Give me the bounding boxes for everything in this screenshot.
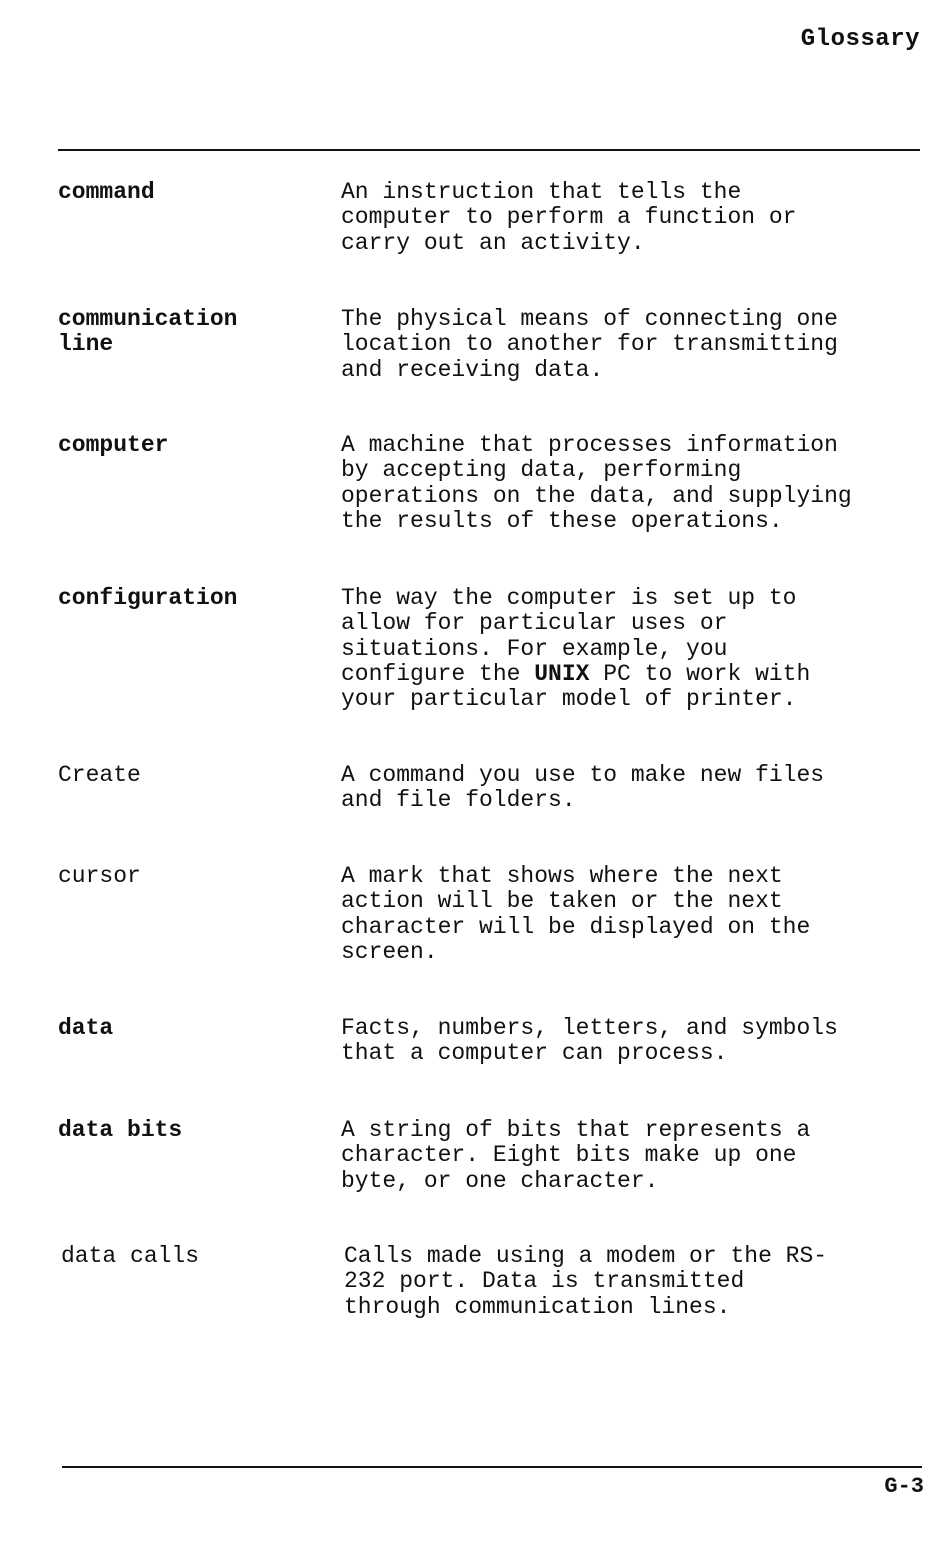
glossary-definition: A machine that processes information by accepting data, performing operations on the data, and supplying the results of these operations.	[341, 432, 852, 534]
glossary-term: Create	[58, 762, 141, 788]
definition-text: PC to work with your particular model of printer.	[341, 660, 811, 713]
glossary-definition: A command you use to make new files and file folders.	[341, 762, 825, 814]
definition-text: The way the computer is set up to allow for particular uses or situations. For example, you configure the	[341, 585, 797, 687]
glossary-term: data	[58, 1015, 114, 1041]
glossary-term: command	[58, 179, 155, 205]
glossary-definition: A string of bits that represents a character. Eight bits make up one byte, or one character.	[341, 1117, 811, 1194]
top-divider	[58, 149, 920, 151]
glossary-definition: An instruction that tells the computer to perform a function or carry out an activity.	[341, 179, 797, 256]
glossary-term: communication line	[58, 306, 238, 358]
page-number: G-3	[884, 1474, 924, 1499]
page-header-title: Glossary	[800, 26, 920, 53]
glossary-term: data bits	[58, 1117, 183, 1143]
definition-emphasis-unix: UNIX	[534, 660, 590, 687]
glossary-definition: The physical means of connecting one location to another for transmitting and receiving data.	[341, 306, 838, 383]
glossary-definition: Facts, numbers, letters, and symbols that a computer can process.	[341, 1015, 838, 1067]
glossary-definition	[341, 586, 941, 712]
glossary-term: data calls	[61, 1243, 200, 1269]
glossary-term: configuration	[58, 585, 238, 611]
glossary-term: computer	[58, 432, 169, 458]
glossary-definition: Calls made using a modem or the RS- 232 port. Data is transmitted through communication lines.	[344, 1243, 828, 1320]
bottom-divider	[62, 1466, 922, 1468]
glossary-definition: A mark that shows where the next action will be taken or the next character will be displayed on the screen.	[341, 863, 811, 965]
glossary-term: cursor	[58, 863, 141, 889]
